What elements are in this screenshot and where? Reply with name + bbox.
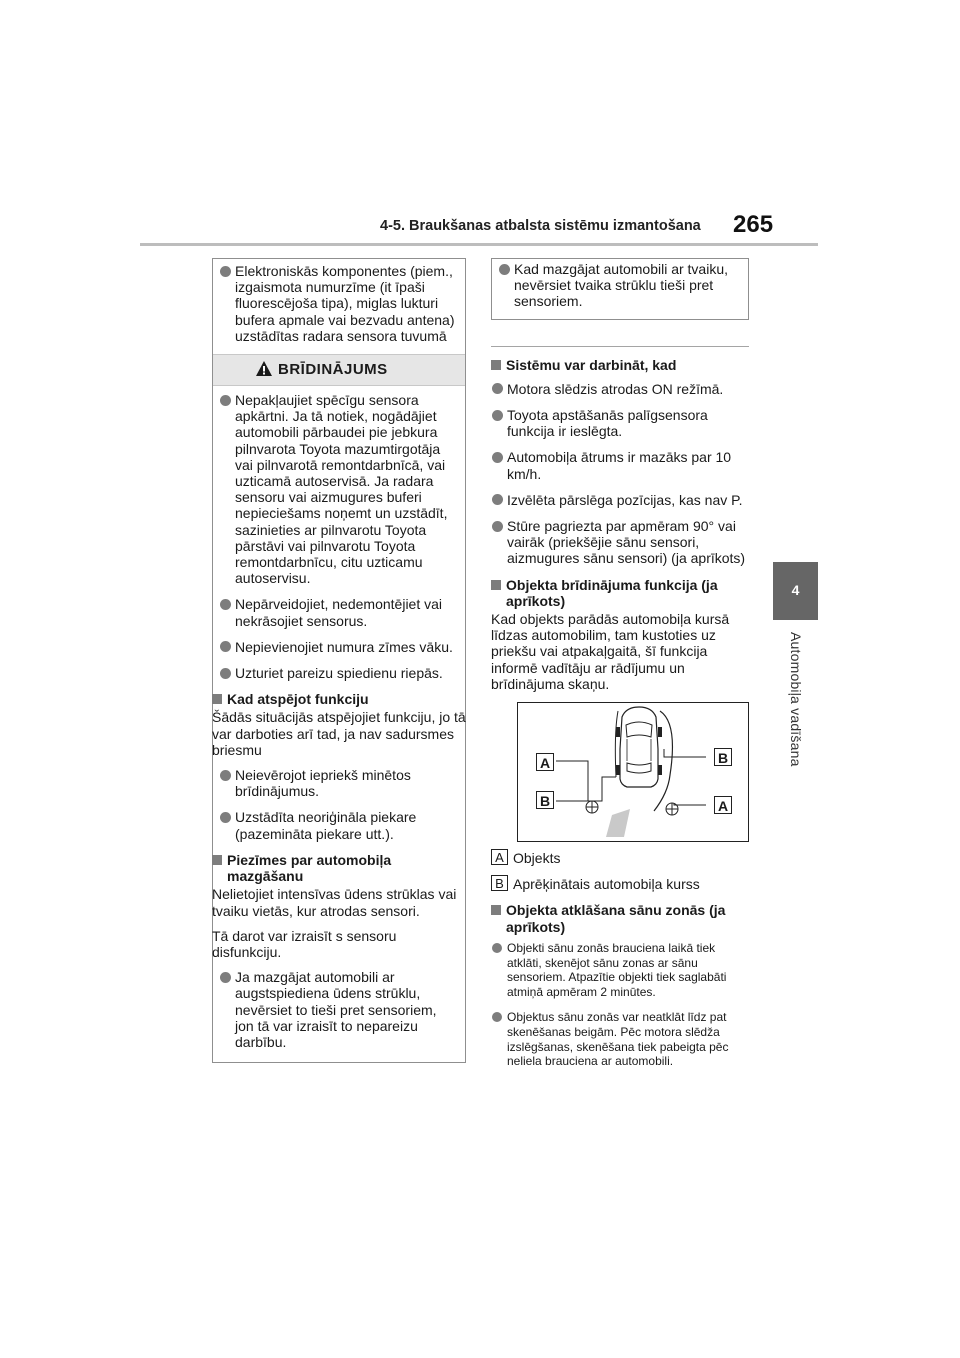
paragraph: Nelietojiet intensīvas ūdens strūklas vai tvaiku vietās, kur atrodas sensori. <box>212 886 457 919</box>
list-item: Nepievienojiet numura zīmes vāku. <box>219 639 459 655</box>
paragraph: Tā darot var izraisīt s sensoru disfunkciju. <box>212 927 397 960</box>
legend-item: A Objekts <box>491 850 749 866</box>
list-item: Stūre pagriezta par apmēram 90° vai vairāk (priekšējie sānu sensori, aizmugures sānu sensori) (ja aprīkots) <box>491 518 749 567</box>
divider <box>491 346 749 347</box>
list-item: Kad mazgājat automobili ar tvaiku, nevērsiet tvaika strūklu tieši pret sensoriem. <box>498 261 742 310</box>
legend-letter: A <box>491 849 508 865</box>
header-section-title: 4-5. Braukšanas atbalsta sistēmu izmantošana <box>380 218 701 234</box>
sensor-diagram <box>517 702 749 842</box>
list-item: Objekti sānu zonās brauciena laikā tiek atklāti, skenējot sānu zonas ar sānu sensoriem. Atpazītie objekti tiek saglabāti atmiņā apmēram 2 minūtes. <box>491 941 749 1000</box>
chapter-side-label <box>778 632 814 792</box>
section-heading: Sistēmu var darbināt, kad <box>491 357 749 373</box>
chapter-tab <box>773 562 818 620</box>
list-item: Objektus sānu zonās var neatklāt līdz pat skenēšanas beigām. Pēc motora slēdža izslēgšanas, skenēšana tiek pabeigta pēc neliela brauciena ar automobili. <box>491 1010 749 1069</box>
left-column <box>212 258 466 1063</box>
page-number: 265 <box>733 211 774 238</box>
list-item: Elektroniskās komponentes (piem., izgaismota numurzīme (it īpaši fluorescējoša tipa), miglas lukturi bufera apmale vai bezvadu antena) uzstādītas radara sensora tuvumā <box>219 263 459 344</box>
paragraph: Šādās situācijās atspējojiet funkciju, jo tā var darboties arī tad, ja nav sadursmes briesmu <box>212 709 466 758</box>
diagram-label-b: B <box>714 748 732 766</box>
list-item: Neievērojot iepriekš minētos brīdinājumus. <box>219 767 459 799</box>
diagram-label-b: B <box>536 791 554 809</box>
right-column <box>491 258 749 1079</box>
header-rule <box>140 243 818 246</box>
section-heading: Piezīmes par automobiļa mazgāšanu <box>212 852 466 884</box>
list-item: Motora slēdzis atrodas ON režīmā. <box>491 381 749 397</box>
warning-icon <box>255 360 273 377</box>
list-item: Ja mazgājat automobili ar augstspiediena ūdens strūklu, nevērsiet to tieši pret sensoriem, jon tā var izraisīt to nepareizu darbību. <box>219 969 459 1050</box>
warning-header <box>213 354 465 386</box>
section-heading: Objekta brīdinājuma funkcija (ja aprīkots) <box>491 577 749 609</box>
legend-item: B Aprēķinātais automobiļa kurss <box>491 876 749 892</box>
warning-title: BRĪDINĀJUMS <box>278 361 388 379</box>
list-item: Nepārveidojiet, nedemontējiet vai nekrāsojiet sensorus. <box>219 596 459 628</box>
diagram-label-a: A <box>536 753 554 771</box>
list-item: Izvēlēta pārslēga pozīcijas, kas nav P. <box>491 492 749 508</box>
list-item: Toyota apstāšanās palīgsensora funkcija ir ieslēgta. <box>491 407 749 439</box>
section-heading: Objekta atklāšana sānu zonās (ja aprīkots) <box>491 902 749 934</box>
paragraph: Kad objekts parādās automobiļa kursā līdzas automobilim, tam kustoties uz priekšu vai atpakaļgaitā, šī funkcija informē vadītāju ar rādījumu un brīdinājuma skaņu. <box>491 611 730 692</box>
chapter-number: 4 <box>791 582 800 598</box>
list-item: Uzstādīta neoriģināla piekare (pazemināta piekare utt.). <box>219 809 459 841</box>
section-heading: Kad atspējot funkciju <box>212 691 466 707</box>
legend-letter: B <box>491 875 508 891</box>
warning-continuation-box <box>491 258 749 320</box>
car-sensor-illustration <box>518 703 748 841</box>
list-item: Automobiļa ātrums ir mazāks par 10 km/h. <box>491 449 749 481</box>
diagram-label-a: A <box>714 796 732 814</box>
list-item: Nepakļaujiet spēcīgu sensora apkārtni. Ja tā notiek, nogādājiet automobili pārbaudei pie jebkura pilnvarota Toyota mazumtirgotāja vai pilnvarotā remontdarbnīcā, vai uzticamā autoservisā. Ja radara sensoru vai aizmugures buferi nepieciešams noņemt un uzstādīt, sazinieties ar pilnvarotu Toyota pārstāvi vai pilnvarotu Toyota remontdarbnīcu, citu uzticamu autoservisu. <box>219 392 459 586</box>
list-item: Uzturiet pareizu spiedienu riepās. <box>219 665 459 681</box>
chapter-title: Automobiļa vadīšana <box>788 632 804 767</box>
